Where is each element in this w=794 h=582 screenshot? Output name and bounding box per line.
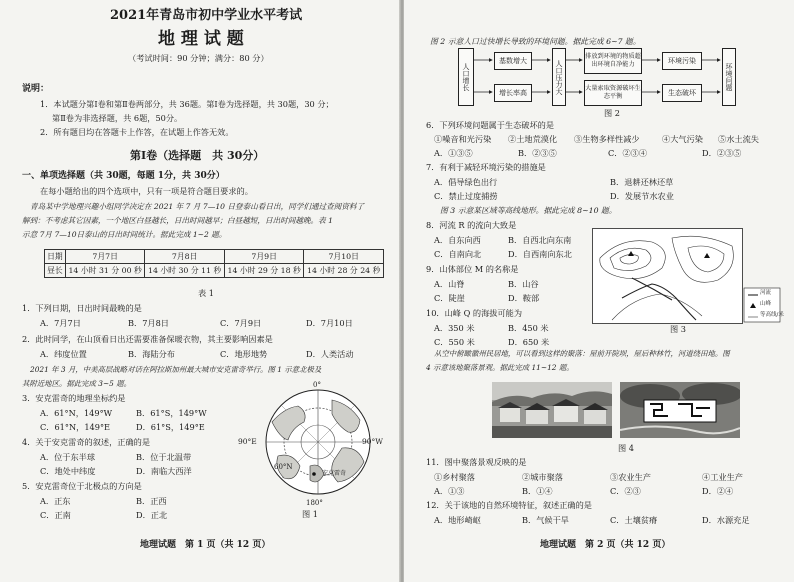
page-footer: 地理试题 第 1 页（共 12 页） (140, 540, 271, 550)
page-footer: 地理试题 第 2 页（共 12 页） (540, 540, 671, 550)
q3-option-a[interactable]: A．61°N，149°W (40, 408, 113, 418)
table-cell: 14 小时 30 分 11 秒 (145, 264, 225, 278)
q9-option-a[interactable]: A．山脊 (434, 279, 465, 289)
q2-option-b[interactable]: B．海陆分布 (128, 349, 175, 359)
q5-option-c[interactable]: C．正南 (40, 510, 71, 520)
table-cell: 14 小时 29 分 18 秒 (224, 264, 304, 278)
arctic-map-figure (258, 382, 378, 510)
contour-map (592, 228, 782, 324)
q4-option-d[interactable]: D．南临大西洋 (136, 466, 192, 476)
diagram-box-growth: 增长率高 (494, 84, 532, 102)
map-label-city: 安克雷奇 (322, 470, 347, 477)
note-2: 2．所有题目均在答题卡上作答，在试题上作答无效。 (40, 127, 234, 137)
question-11: 11．图中聚落景观反映的是 (426, 457, 527, 467)
intro1-line1: 青岛某中学地理兴趣小组同学决定在 2021 年 7 月 7—10 日登泰山看日出，同学们通过查阅资料了 (30, 202, 365, 211)
q7-option-a[interactable]: A．倡导绿色出行 (434, 177, 498, 187)
q10-option-d[interactable]: D．650 米 (508, 337, 550, 347)
q11-item-2: ②城市聚落 (522, 472, 563, 482)
exam-page-2 (404, 0, 794, 582)
section1-desc: 在每小题给出的四个选项中，只有一项是符合题目要求的。 (40, 186, 253, 196)
q6-item-3: ③生物多样性减少 (574, 134, 640, 144)
legend-peak: 山峰 (760, 301, 772, 307)
q8-option-d[interactable]: D．自西南向东北 (508, 249, 572, 259)
diagram-box-emission: 排放到环境的物质超出环境自净能力 (584, 48, 642, 74)
legend-contour: 等高线/米 (760, 312, 784, 318)
question-6: 6．下列环境问题属于生态破坏的是 (426, 120, 555, 130)
fig2-caption: 图 2 (604, 108, 620, 118)
intro2-line2: 其附近地区。据此完成 3~5 题。 (22, 379, 131, 388)
village-sketch-image (620, 382, 740, 438)
table-header-row (45, 250, 384, 264)
question-3: 3．安克雷奇的地理坐标约是 (22, 393, 126, 403)
legend-river: 河流 (760, 290, 772, 296)
table-cell: 14 小时 28 分 24 秒 (304, 264, 384, 278)
note-1b: 第Ⅱ卷为非选择题，共 6题，50分。 (52, 113, 183, 123)
q2-option-c[interactable]: C．地形地势 (220, 349, 268, 359)
intro1-line2: 解到：不考虑其它因素，一个地区白昼越长，日出时间越早；白昼越短，日出时间越晚。表 1 (22, 216, 333, 225)
section1-heading: 一、单项选择题（共 30题，每题 1分，共 30分） (22, 171, 225, 181)
fig1-caption: 图 1 (302, 509, 318, 519)
intro1-line3: 示意 7月 7—10日泰山的日出时间统计。据此完成 1~2 题。 (22, 230, 227, 239)
table-header-cell: 7月8日 (145, 250, 225, 264)
fig3-caption: 图 3 (670, 324, 686, 334)
question-1: 1．下列日期，日出时间最晚的是 (22, 303, 142, 313)
q8-option-a[interactable]: A．自东向西 (434, 235, 481, 245)
q2-option-d[interactable]: D．人类活动 (306, 349, 354, 359)
question-2: 2．此时同学，在山顶看日出还需要准备保暖衣物，其主要影响因素是 (22, 334, 273, 344)
question-7: 7．有利于减轻环境污染的措施是 (426, 162, 546, 172)
q9-option-d[interactable]: D．鞍部 (508, 293, 540, 303)
q1-option-c[interactable]: C．7月9日 (220, 318, 262, 328)
q7-option-d[interactable]: D．发展节水农业 (610, 191, 674, 201)
q8-option-b[interactable]: B．自西北向东南 (508, 235, 572, 245)
q12-option-b[interactable]: B．气候干旱 (522, 515, 569, 525)
intro2-line1: 2021 年 3 月，中美高层战略对话在阿拉斯加州最大城市安克雷奇举行。图 1 示意北极及 (30, 365, 322, 374)
q6-item-1: ①噪音和光污染 (434, 134, 492, 144)
fig4-intro-line1: 从空中俯瞰徽州民居地，可以看到这样的聚落：屋前开院坝，屋后种林竹，河道绕田地。图 (434, 349, 730, 358)
q1-option-a[interactable]: A．7月7日 (40, 318, 81, 328)
notes-heading: 说明： (22, 84, 50, 94)
map-label-right: 90°W (362, 437, 384, 446)
q6-option-c[interactable]: C．②③④ (608, 148, 648, 158)
question-10: 10．山峰 Q 的海拔可能为 (426, 308, 523, 318)
q12-option-a[interactable]: A．地形崎岖 (434, 515, 481, 525)
table-row (45, 264, 384, 278)
village-sketch (620, 382, 740, 438)
arctic-map (258, 382, 378, 502)
q11-item-4: ④工业生产 (702, 472, 743, 482)
q4-option-c[interactable]: C．地处中纬度 (40, 466, 96, 476)
q3-option-d[interactable]: D．61°S，149°E (136, 422, 205, 432)
village-photo (492, 382, 612, 438)
note-1a: 1．本试题分第Ⅰ卷和第Ⅱ卷两部分，共 36题。第Ⅰ卷为选择题，共 30题，30 分； (40, 99, 334, 109)
q10-option-b[interactable]: B．450 米 (508, 323, 549, 333)
part1-title: 第Ⅰ卷（选择题 共 30分） (130, 149, 265, 162)
subject-title: 地 理 试 题 (158, 29, 244, 49)
q12-option-c[interactable]: C．土壤贫瘠 (610, 515, 658, 525)
q1-option-d[interactable]: D．7月10日 (306, 318, 353, 328)
q4-option-b[interactable]: B．位于北温带 (136, 452, 192, 462)
q6-option-d[interactable]: D．②③⑤ (702, 148, 742, 158)
diagram-box-basic: 基数增大 (494, 52, 532, 70)
table-cell: 14 小时 31 分 00 秒 (65, 264, 145, 278)
q6-item-4: ④大气污染 (662, 134, 703, 144)
question-12: 12．关于该地的自然环境特征，叙述正确的是 (426, 500, 592, 510)
fig3-intro: 图 3 示意某区域等高线地形。据此完成 8~10 题。 (440, 206, 617, 215)
table-header-cell: 7月9日 (224, 250, 304, 264)
q11-option-a[interactable]: A．①③ (434, 486, 465, 496)
q4-option-a[interactable]: A．位于东半球 (40, 452, 96, 462)
q11-option-c[interactable]: C．②③ (610, 486, 641, 496)
q9-option-c[interactable]: C．陡崖 (434, 293, 465, 303)
table-header-cell: 7月10日 (304, 250, 384, 264)
diagram-box-env-problem: 环境问题 (722, 48, 736, 106)
q5-option-b[interactable]: B．正西 (136, 496, 167, 506)
fig2-intro: 图 2 示意人口过快增长导致的环境问题。据此完成 6~7 题。 (430, 37, 641, 46)
q10-option-a[interactable]: A．350 米 (434, 323, 475, 333)
q3-option-c[interactable]: C．61°N，149°E (40, 422, 111, 432)
map-label-left: 90°E (238, 437, 257, 446)
contour-map-figure (592, 228, 782, 324)
q1-option-b[interactable]: B．7月8日 (128, 318, 169, 328)
diagram-box-resources: 大量索取资源破坏生态平衡 (584, 80, 642, 106)
map-label-top: 0° (313, 381, 321, 389)
q7-option-b[interactable]: B．退耕还林还草 (610, 177, 674, 187)
exam-title: 2021年青岛市初中学业水平考试 (110, 8, 303, 23)
question-9: 9．山体部位 M 的名称是 (426, 264, 519, 274)
diagram-box-eco-damage: 生态破坏 (662, 84, 702, 102)
sunrise-table (44, 249, 384, 278)
q3-option-b[interactable]: B．61°S，149°W (136, 408, 207, 418)
q5-option-a[interactable]: A．正东 (40, 496, 71, 506)
q8-option-c[interactable]: C．自南向北 (434, 249, 482, 259)
diagram-box-pollution: 环境污染 (662, 52, 702, 70)
map-label-lat: 60°N (274, 463, 293, 471)
table-header-cell: 日期 (45, 250, 66, 264)
village-photo-image (492, 382, 612, 438)
q2-option-a[interactable]: A．纬度位置 (40, 349, 87, 359)
fig4-intro-line2: 4 示意该地聚落景观。据此完成 11~12 题。 (426, 363, 574, 372)
map-label-bottom: 180° (306, 499, 323, 507)
q6-item-2: ②土地荒漠化 (508, 134, 558, 144)
fig4-caption: 图 4 (618, 443, 634, 453)
q7-option-c[interactable]: C．禁止过度捕捞 (434, 191, 498, 201)
q10-option-c[interactable]: C．550 米 (434, 337, 475, 347)
diagram-box-pop-growth: 人口增长 (458, 48, 474, 106)
q11-item-1: ①乡村聚落 (434, 472, 475, 482)
table-header-cell: 7月7日 (65, 250, 145, 264)
q6-item-5: ⑤水土流失 (718, 134, 759, 144)
q11-item-3: ③农业生产 (610, 472, 651, 482)
exam-info: （考试时间：90 分钟；满分：80 分） (128, 53, 269, 63)
diagram-box-pressure: 人口压力大 (552, 48, 566, 106)
question-4: 4．关于安克雷奇的叙述，正确的是 (22, 437, 151, 447)
table-row-label: 昼长 (45, 264, 66, 278)
q6-option-a[interactable]: A．①③⑤ (434, 148, 473, 158)
q9-option-b[interactable]: B．山谷 (508, 279, 539, 289)
question-5: 5．安克雷奇位于北极点的方向是 (22, 481, 142, 491)
q12-option-d[interactable]: D．水源充足 (702, 515, 750, 525)
q6-option-b[interactable]: B．②③⑤ (518, 148, 557, 158)
question-8: 8．河流 R 的流向大致是 (426, 220, 517, 230)
q11-option-d[interactable]: D．②④ (702, 486, 734, 496)
q11-option-b[interactable]: B．①④ (522, 486, 553, 496)
q5-option-d[interactable]: D．正北 (136, 510, 168, 520)
table-caption: 表 1 (198, 288, 214, 298)
